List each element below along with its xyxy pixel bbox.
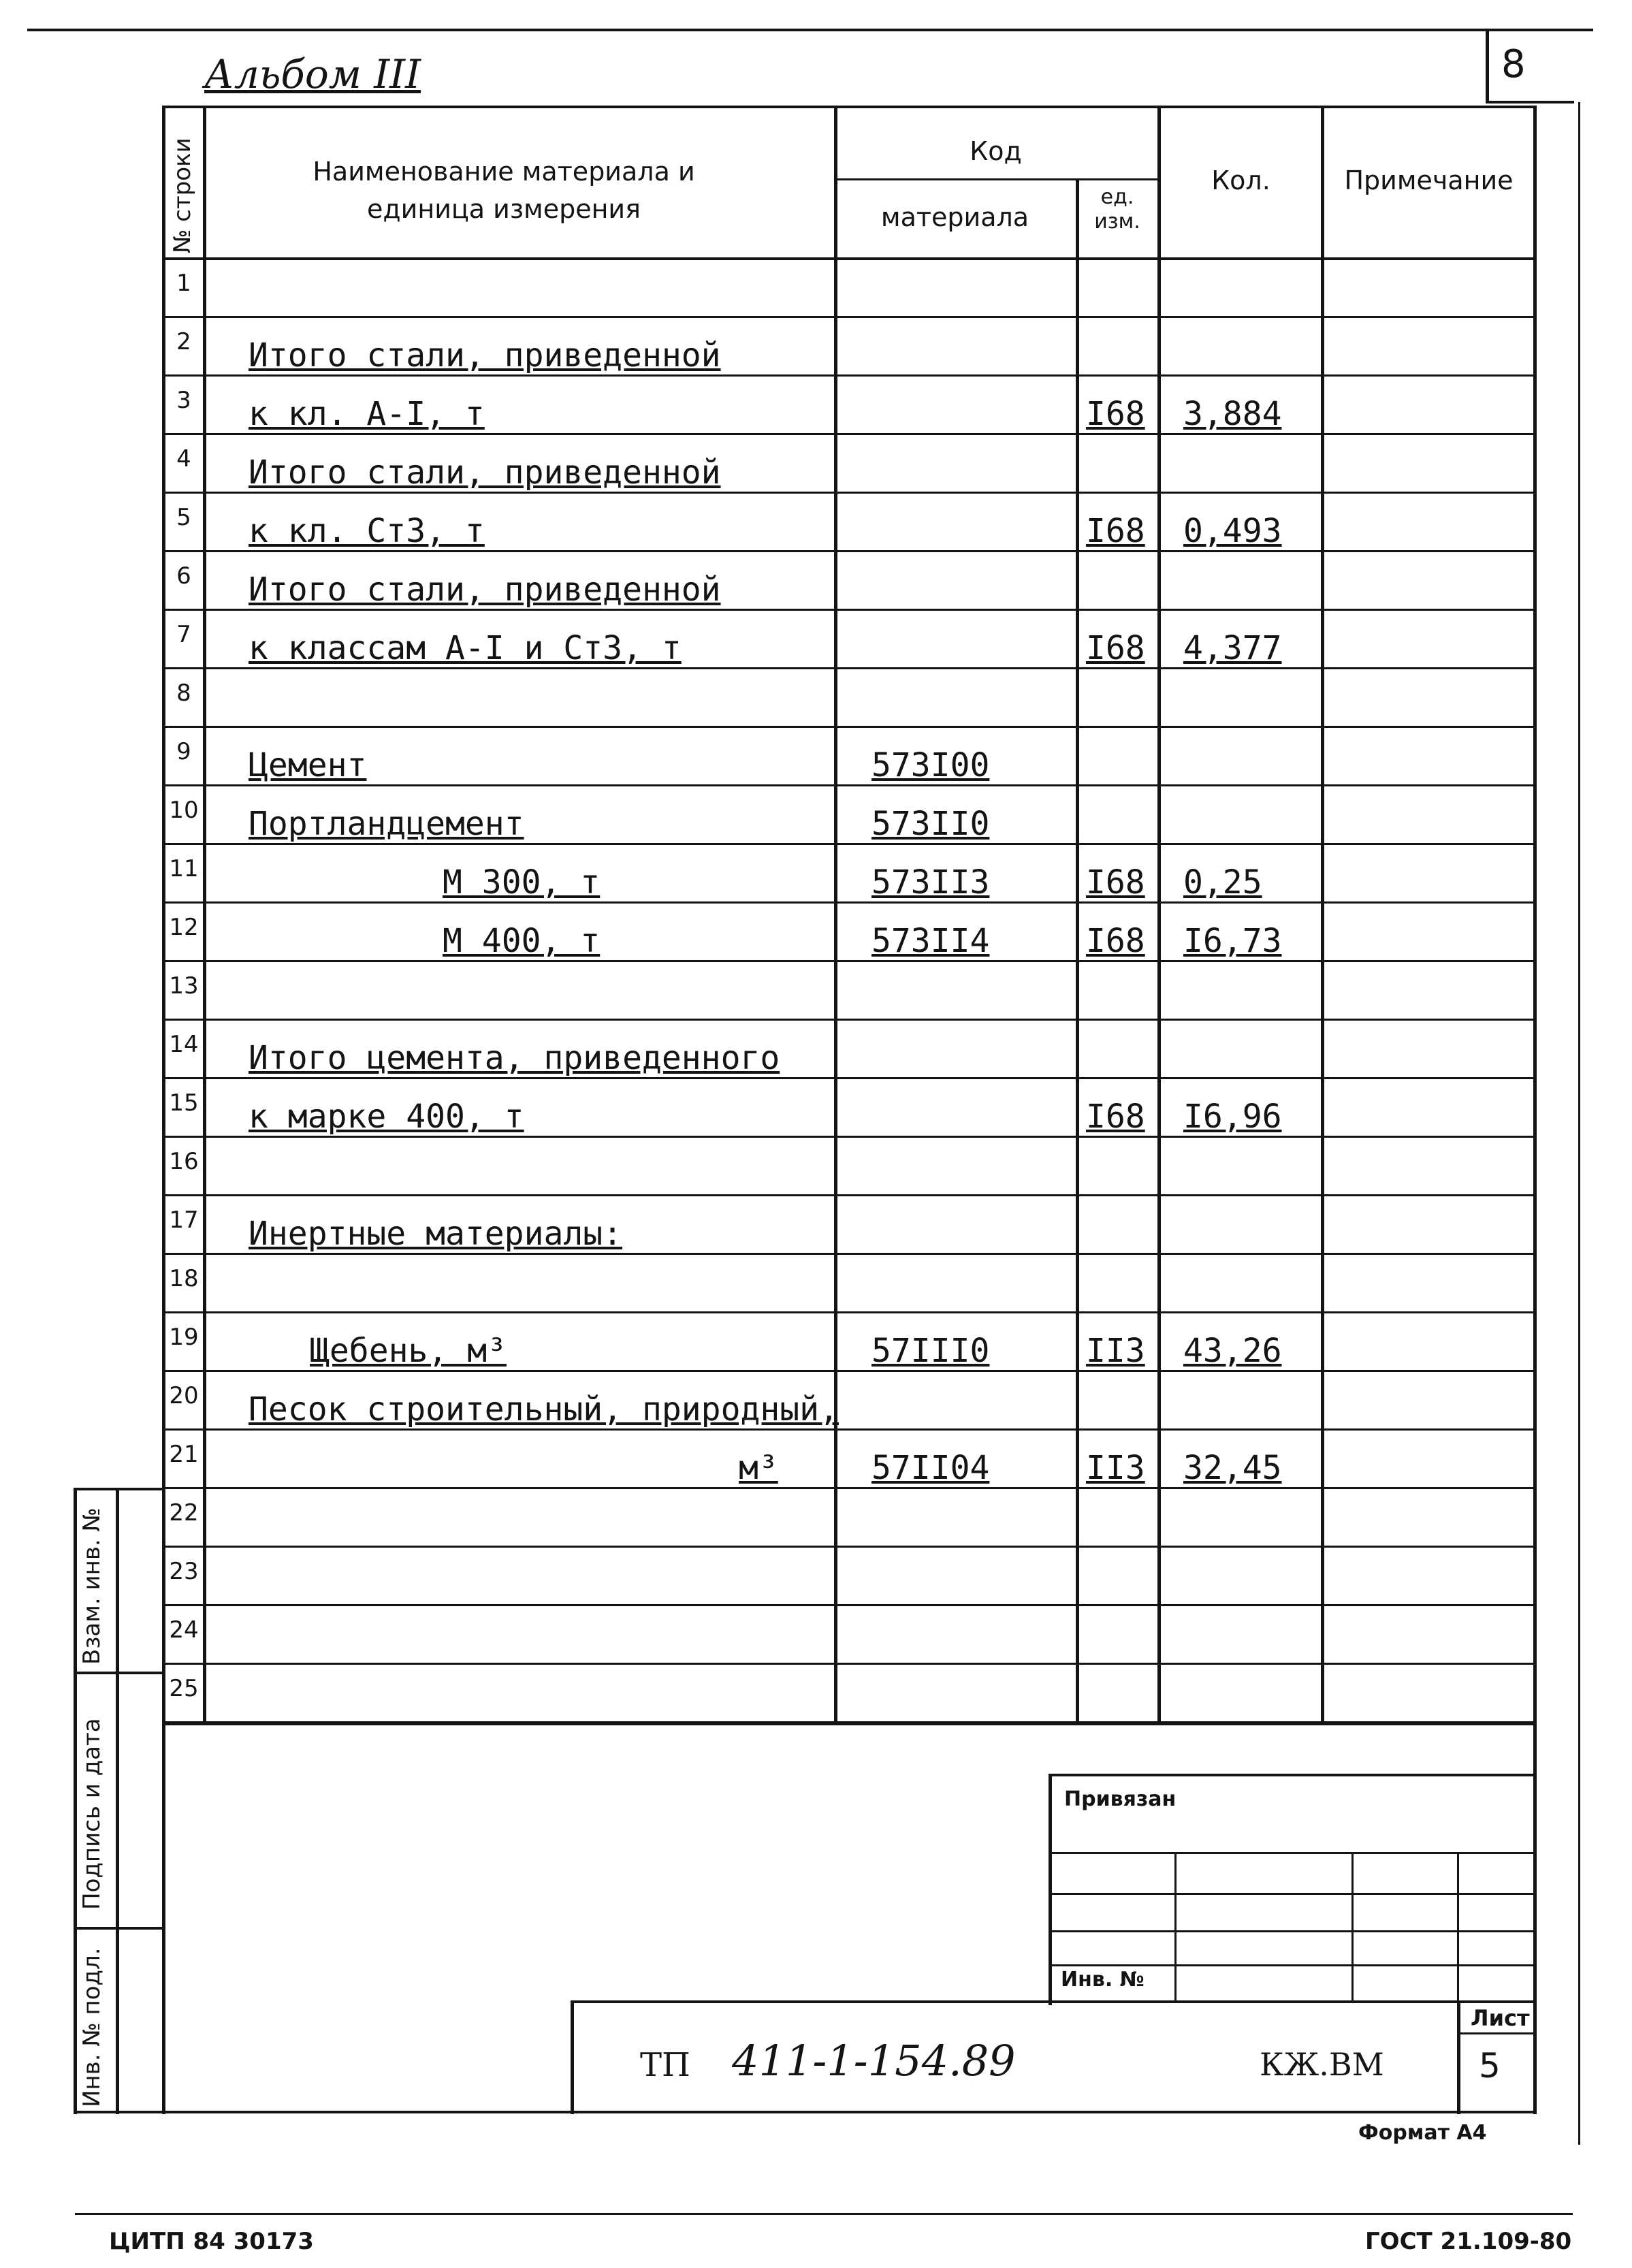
title-block-list-line <box>1457 2032 1537 2034</box>
row-number: 16 <box>169 1148 199 1175</box>
row-name: Песок строительный, природный, <box>249 1390 839 1428</box>
row-number: 6 <box>176 562 191 590</box>
row-material-code: 573I00 <box>871 746 990 784</box>
row-name: к кл. А-I, т <box>249 395 485 433</box>
doc-prefix: ТП <box>640 2046 690 2084</box>
row-name: Итого стали, приведенной <box>249 453 721 492</box>
row-line <box>162 901 1537 904</box>
row-material-code: 57II04 <box>871 1449 990 1487</box>
row-number: 23 <box>169 1558 199 1585</box>
row-quantity: 4,377 <box>1183 629 1282 667</box>
row-unit: II3 <box>1086 1332 1145 1370</box>
row-line <box>162 1721 1537 1723</box>
col-sep-qty <box>1321 106 1324 1725</box>
side-label-podpis: Подпись и дата <box>78 1718 106 1910</box>
row-line <box>162 1019 1537 1021</box>
col-sep-name <box>834 106 837 1725</box>
table-top <box>162 106 1537 108</box>
row-number: 1 <box>176 270 191 297</box>
row-name: Щебень, м³ <box>310 1332 507 1370</box>
row-name: м³ <box>739 1449 778 1487</box>
row-quantity: I6,73 <box>1183 922 1282 960</box>
header-bottom <box>162 257 1537 260</box>
row-name: Инертные материалы: <box>249 1215 623 1253</box>
header-material-code: материала <box>880 202 1029 232</box>
row-line <box>162 1311 1537 1313</box>
page-number: 8 <box>1501 42 1526 86</box>
title-block-top <box>571 2000 1537 2003</box>
right-outer-line <box>1578 102 1580 2145</box>
row-unit: I68 <box>1086 395 1145 433</box>
stamp-privyazan-label: Привязан <box>1064 1787 1177 1811</box>
row-number: 19 <box>169 1324 199 1351</box>
row-number: 20 <box>169 1382 199 1409</box>
side-top <box>74 1488 165 1490</box>
col-sep-rownum <box>203 106 206 1725</box>
row-name: М 300, т <box>443 863 601 901</box>
side-outer-left <box>74 1488 77 2114</box>
row-number: 7 <box>176 621 191 648</box>
side-label-vzam-inv: Взам. инв. № <box>78 1507 106 1665</box>
row-unit: I68 <box>1086 512 1145 550</box>
stamp-col-2 <box>1351 1852 1354 2002</box>
row-unit: I68 <box>1086 629 1145 667</box>
row-material-code: 57III0 <box>871 1332 990 1370</box>
stamp-col-3 <box>1457 1852 1459 2002</box>
row-line <box>162 1253 1537 1255</box>
header-code: Код <box>970 136 1022 166</box>
row-line <box>162 374 1537 377</box>
row-name: к классам А-I и Ст3, т <box>249 629 682 667</box>
stamp-col-1 <box>1174 1852 1177 2002</box>
row-number: 3 <box>176 387 191 414</box>
row-number: 15 <box>169 1089 199 1117</box>
row-line <box>162 1604 1537 1606</box>
row-number: 4 <box>176 445 191 473</box>
row-line <box>162 843 1537 845</box>
row-name: к кл. Ст3, т <box>249 512 485 550</box>
page-number-box-bottom <box>1486 101 1574 103</box>
row-material-code: 573II3 <box>871 863 990 901</box>
row-line <box>162 726 1537 728</box>
side-label-inv-podl: Инв. № подл. <box>78 1947 106 2107</box>
row-unit: I68 <box>1086 922 1145 960</box>
row-material-code: 573II0 <box>871 805 990 843</box>
row-number: 13 <box>169 972 199 1000</box>
side-sep-1 <box>74 1672 165 1674</box>
row-quantity: I6,96 <box>1183 1098 1282 1136</box>
row-name: Итого цемента, приведенного <box>249 1039 780 1077</box>
row-material-code: 573II4 <box>871 922 990 960</box>
row-quantity: 3,884 <box>1183 395 1282 433</box>
row-line <box>162 316 1537 318</box>
row-number: 12 <box>169 914 199 941</box>
stamp-line-1 <box>1049 1852 1537 1854</box>
header-qty: Кол. <box>1211 165 1270 195</box>
frame-left <box>162 106 165 2114</box>
stamp-line-2 <box>1049 1893 1537 1895</box>
code-subheader-line <box>834 178 1157 180</box>
header-note: Примечание <box>1344 165 1514 195</box>
footer-left: ЦИТП 84 30173 <box>109 2228 314 2255</box>
row-line <box>162 1370 1537 1372</box>
row-name: Портландцемент <box>249 805 524 843</box>
row-line <box>162 609 1537 611</box>
title-block-list-sep <box>1457 2000 1460 2114</box>
row-number: 22 <box>169 1499 199 1527</box>
row-number: 5 <box>176 504 191 531</box>
row-unit: I68 <box>1086 863 1145 901</box>
row-line <box>162 1194 1537 1196</box>
row-line <box>162 960 1537 962</box>
row-unit: II3 <box>1086 1449 1145 1487</box>
row-quantity: 43,26 <box>1183 1332 1282 1370</box>
frame-right <box>1533 106 1537 2114</box>
header-unit: ед. изм. <box>1094 185 1140 234</box>
side-sep-2 <box>74 1927 165 1930</box>
row-number: 2 <box>176 328 191 355</box>
row-number: 10 <box>169 797 199 824</box>
stamp-line-3 <box>1049 1930 1537 1932</box>
stamp-inv-no-label: Инв. № <box>1061 1968 1145 1992</box>
frame-bottom <box>74 2111 1537 2113</box>
format-label: Формат А4 <box>1358 2121 1487 2145</box>
row-number: 24 <box>169 1616 199 1644</box>
row-line <box>162 784 1537 786</box>
row-number: 9 <box>176 738 191 765</box>
row-name: Итого стали, приведенной <box>249 336 721 374</box>
col-sep-unit <box>1157 106 1161 1725</box>
row-name: к марке 400, т <box>249 1098 524 1136</box>
top-border <box>27 29 1593 31</box>
row-line <box>162 1428 1537 1431</box>
row-line <box>162 550 1537 552</box>
row-number: 14 <box>169 1031 199 1058</box>
doc-code: КЖ.ВМ <box>1260 2046 1384 2083</box>
row-name: Итого стали, приведенной <box>249 571 721 609</box>
side-inner-left <box>116 1488 119 2114</box>
header-row-no: № строки <box>169 138 196 253</box>
footer-right: ГОСТ 21.109-80 <box>1365 2228 1572 2255</box>
col-sep-code <box>1076 178 1079 1725</box>
row-line <box>162 1546 1537 1548</box>
row-name: М 400, т <box>443 922 601 960</box>
footer-rule <box>75 2213 1573 2215</box>
row-line <box>162 1663 1537 1665</box>
list-label: Лист <box>1471 2005 1530 2031</box>
row-quantity: 0,25 <box>1183 863 1262 901</box>
row-number: 18 <box>169 1265 199 1292</box>
stamp-privyazan-left <box>1049 1774 1052 2005</box>
row-line <box>162 492 1537 494</box>
album-label: Альбом III <box>204 51 421 97</box>
row-unit: I68 <box>1086 1098 1145 1136</box>
row-line <box>162 1136 1537 1138</box>
page-number-box-left <box>1486 29 1489 103</box>
row-number: 8 <box>176 680 191 707</box>
list-value: 5 <box>1479 2046 1501 2086</box>
stamp-line-4 <box>1049 1964 1537 1966</box>
doc-number: 411-1-154.89 <box>732 2036 1016 2086</box>
row-line <box>162 1487 1537 1489</box>
row-number: 11 <box>169 855 199 882</box>
row-number: 21 <box>169 1441 199 1468</box>
title-block-left <box>571 2000 574 2114</box>
row-line <box>162 1077 1537 1079</box>
row-line <box>162 433 1537 435</box>
row-name: Цемент <box>249 746 367 784</box>
row-number: 25 <box>169 1675 199 1702</box>
row-quantity: 0,493 <box>1183 512 1282 550</box>
row-quantity: 32,45 <box>1183 1449 1282 1487</box>
header-name: Наименование материала и единица измерения <box>313 157 695 225</box>
row-number: 17 <box>169 1207 199 1234</box>
row-line <box>162 667 1537 669</box>
stamp-privyazan-top <box>1049 1774 1537 1776</box>
